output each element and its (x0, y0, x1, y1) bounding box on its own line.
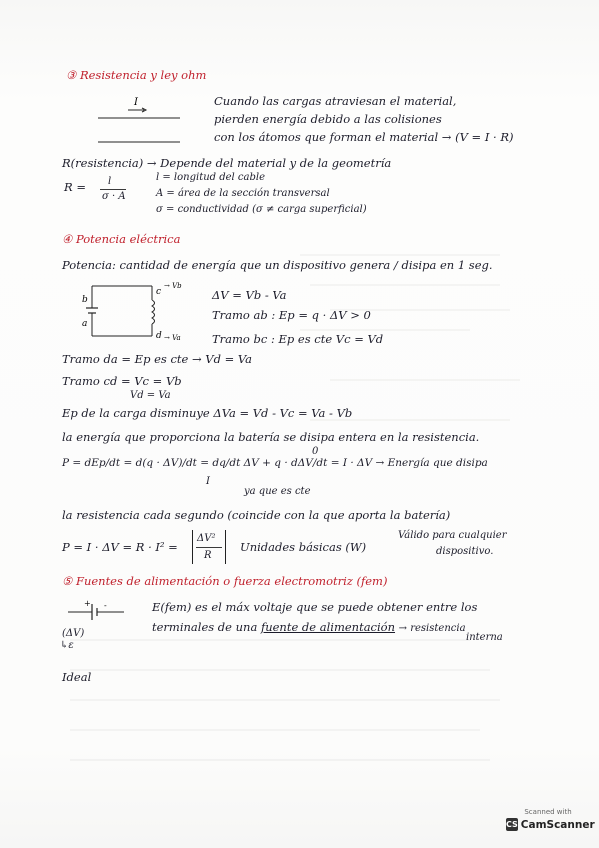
eq-tramo-cd-2: Vd = Va (130, 390, 171, 401)
node-d: d (156, 331, 162, 341)
node-a: a (82, 319, 88, 329)
s3-desc-line2: pierden energía debido a las colisiones (214, 112, 442, 126)
node-b: b (82, 295, 88, 305)
ep-decreases: Ep de la carga disminuye ΔVa = Vd - Vc = Va - Vb (62, 406, 353, 420)
formula-denominator: σ · A (102, 191, 126, 202)
fem-source-term: fuente de alimentación (260, 620, 396, 634)
formula-lhs: R = (64, 180, 86, 194)
current-label: I (134, 97, 138, 108)
power-const-note: ya que es cte (244, 486, 311, 497)
circuit-diagram (72, 280, 202, 350)
watermark-brand: CamScanner (520, 818, 595, 831)
valid-note-1: Válido para cualquier (398, 530, 507, 541)
valid-note-2: dispositivo. (436, 546, 494, 557)
fem-definition-1: E(fem) es el máx voltaje que se puede obtener entre los (152, 600, 478, 614)
camscanner-icon: CS (506, 820, 518, 829)
battery-symbol (64, 598, 134, 624)
var-conductivity: σ = conductividad (σ ≠ carga superficial) (156, 204, 367, 215)
section-4-title: ④ Potencia eléctrica (62, 232, 181, 246)
epsilon-label: ↳ε (60, 640, 74, 651)
s3-desc-line1: Cuando las cargas atraviesan el material, (214, 94, 457, 108)
eq-tramo-ab: Tramo ab : Ep = q · ΔV > 0 (212, 308, 371, 322)
formula-numerator: l (108, 176, 112, 187)
units-watts: Unidades básicas (W) (240, 540, 367, 554)
current-wire-diagram (96, 96, 196, 156)
fem-internal-label: interna (466, 632, 503, 643)
camscanner-watermark (506, 808, 595, 831)
delta-v-label: (ΔV) (62, 628, 85, 639)
battery-minus: - (104, 601, 107, 610)
watermark-logo (506, 818, 595, 831)
eq-tramo-bc: Tramo bc : Ep es cte Vc = Vd (212, 332, 384, 346)
battery-energy-note: la energía que proporciona la batería se disipa entera en la resistencia. (62, 430, 480, 444)
ideal-label: Ideal (62, 670, 92, 684)
power-sub-current: I (206, 476, 210, 487)
fem-definition-2 (152, 620, 466, 636)
power-derivation: P = dEp/dt = d(q · ΔV)/dt = dq/dt ΔV + q · dΔV/dt = I · ΔV → Energía que disipa (62, 457, 488, 469)
var-length: l = longitud del cable (156, 172, 266, 183)
fem-definition-2a: terminales de una (152, 620, 258, 634)
node-c: c (156, 287, 162, 297)
var-area: A = área de la sección transversal (156, 188, 330, 199)
boxed-fraction (192, 530, 226, 564)
s3-desc-line3: con los átomos que forman el material → (V = I · R) (214, 130, 514, 144)
boxed-numerator: ΔV² (197, 533, 216, 544)
resistance-each-second: la resistencia cada segundo (coincide con la que aporta la batería) (62, 508, 451, 522)
battery-plus: + (84, 599, 91, 608)
resistance-definition: R(resistencia) → Depende del material y de la geometría (62, 156, 392, 170)
node-va: → Va (164, 334, 181, 342)
fem-internal-resistance: → resistencia (398, 623, 466, 634)
resistor-coil (152, 300, 155, 324)
boxed-denominator: R (204, 550, 212, 561)
power-final-formula: P = I · ΔV = R · I² = (62, 540, 178, 554)
watermark-top-text: Scanned with (524, 808, 572, 816)
power-sub-zero: 0 (312, 446, 319, 457)
node-vb: → Vb (164, 282, 182, 290)
eq-tramo-cd: Tramo cd = Vc = Vb (62, 374, 182, 388)
section-3-title: ③ Resistencia y ley ohm (66, 68, 207, 82)
power-definition: Potencia: cantidad de energía que un dispositivo genera / disipa en 1 seg. (62, 258, 493, 272)
section-5-title: ⑤ Fuentes de alimentación o fuerza electromotriz (fem) (62, 574, 388, 588)
eq-delta-v: ΔV = Vb - Va (212, 288, 287, 302)
eq-tramo-da: Tramo da = Ep es cte → Vd = Va (62, 352, 252, 366)
